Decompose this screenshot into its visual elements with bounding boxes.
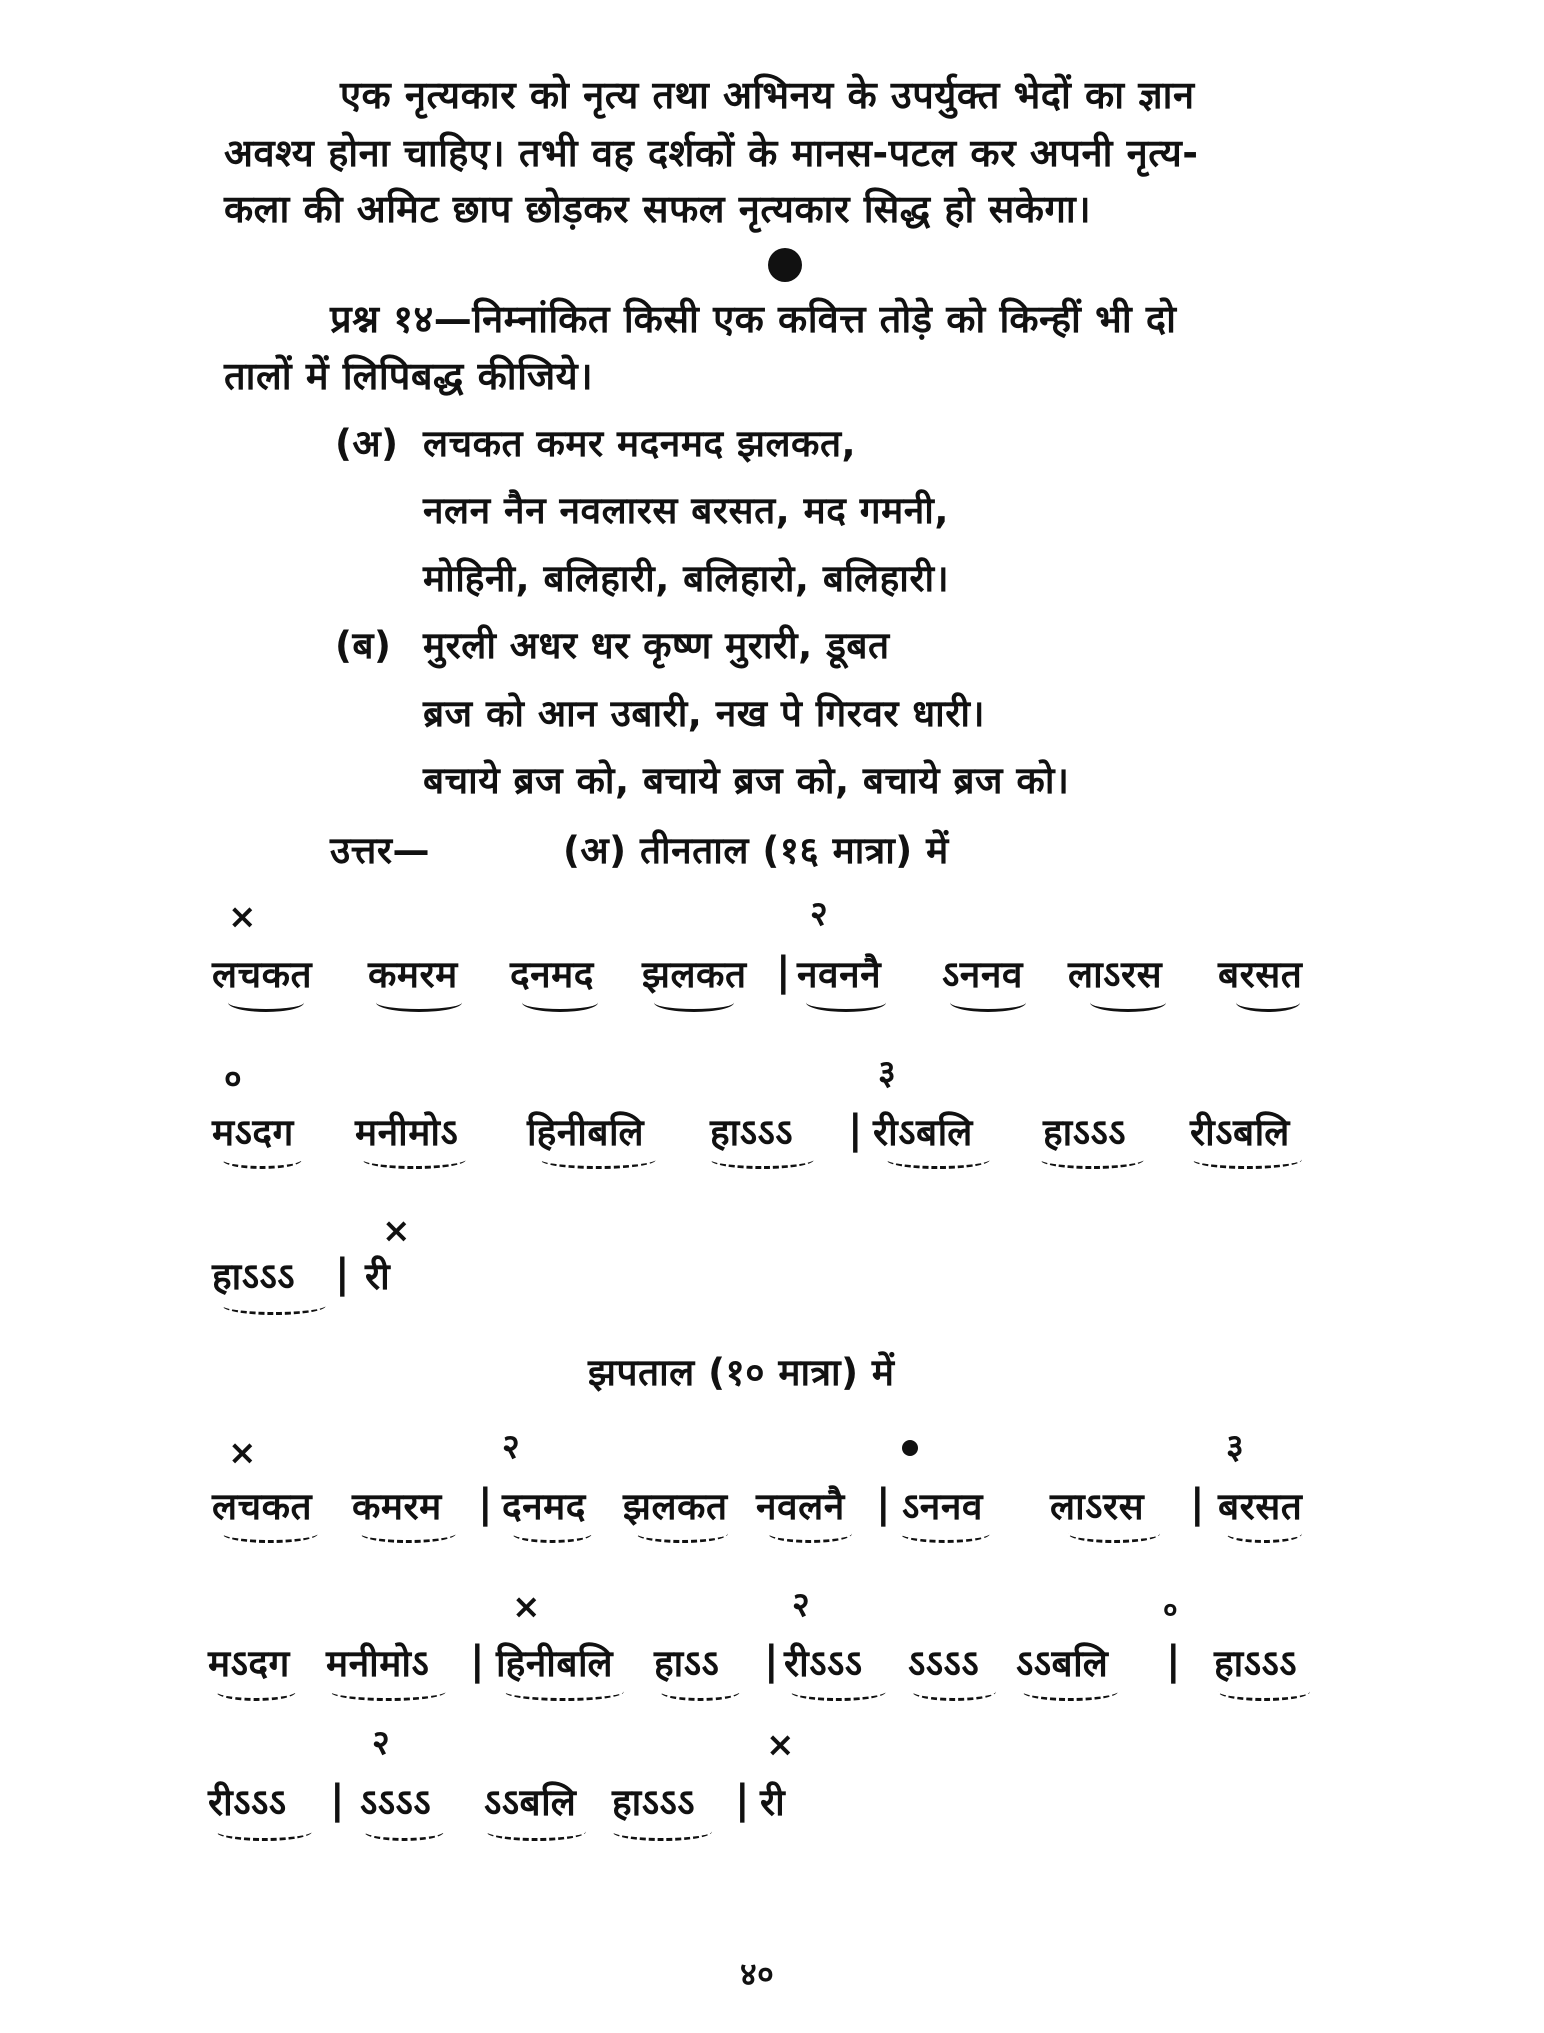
bol: मऽदग	[208, 1642, 290, 1685]
bol: हाऽऽऽ	[710, 1111, 794, 1154]
bol-underline	[636, 1524, 728, 1543]
khali-mark: ०	[1163, 1593, 1178, 1626]
bol-underline	[660, 1682, 740, 1701]
bol-underline	[950, 993, 1026, 1012]
kavitt-b-marker: (ब)	[335, 624, 392, 667]
bol-underline	[228, 993, 304, 1012]
bol-underline	[768, 1524, 852, 1543]
bol-underline	[330, 1682, 446, 1701]
bol: हिनीबलि	[527, 1111, 645, 1154]
bol-underline	[886, 1150, 990, 1169]
bol: रीऽबलि	[873, 1111, 973, 1154]
tali-mark-sam: ×	[512, 1587, 541, 1627]
tali-mark-sam: ×	[228, 897, 257, 937]
kavitt-b-line-1: मुरली अधर धर कृष्ण मुरारी, डूबत	[423, 624, 890, 667]
bol-underline	[222, 1524, 318, 1543]
bol-underline	[486, 1822, 586, 1841]
bol-underline	[806, 993, 886, 1012]
answer-label: उत्तर—	[330, 829, 430, 872]
tali-mark-sam: ×	[766, 1725, 795, 1765]
bol-underline	[1236, 993, 1300, 1012]
intro-line-2: अवश्य होना चाहिए। तभी वह दर्शकों के मानस-पटल कर अपनी नृत्य-	[224, 131, 1199, 175]
bol-underline	[522, 993, 598, 1012]
bol-underline	[790, 1682, 886, 1701]
bol: हाऽऽऽ	[1043, 1111, 1127, 1154]
intro-line-3: कला की अमिट छाप छोड़कर सफल नृत्यकार सिद्ध हो सकेगा।	[224, 187, 1092, 231]
bol: बरसत	[1218, 953, 1303, 996]
intro-line-1: एक नृत्यकार को नृत्य तथा अभिनय के उपर्युक्त भेदों का ज्ञान	[340, 73, 1195, 117]
tali-mark-sam: ×	[382, 1211, 411, 1251]
tali-mark-sam: ×	[228, 1433, 257, 1473]
section-separator-dot	[768, 248, 802, 282]
kavitt-b-line-3: बचाये ब्रज को, बचाये ब्रज को, बचाये ब्रज को।	[423, 759, 1070, 802]
bol: हिनीबलि	[496, 1642, 614, 1685]
vibhag-bar: |	[764, 1638, 779, 1684]
vibhag-bar: |	[735, 1777, 750, 1823]
bol-underline	[504, 1682, 624, 1701]
vibhag-bar: |	[470, 1638, 485, 1684]
kavitt-a-line-3: मोहिनी, बलिहारी, बलिहारो, बलिहारी।	[423, 557, 950, 600]
bol-underline	[222, 1296, 326, 1315]
teental-heading: (अ) तीनताल (१६ मात्रा) में	[563, 829, 949, 872]
tali-mark-3: ३	[878, 1053, 896, 1093]
bol: दनमद	[510, 953, 594, 996]
bol-underline	[710, 1150, 814, 1169]
bol: ऽऽऽऽ	[908, 1642, 980, 1685]
vibhag-bar: |	[478, 1481, 493, 1527]
bol: रीऽबलि	[1190, 1111, 1290, 1154]
bol-underline	[1192, 1150, 1302, 1169]
bol-underline	[1022, 1682, 1118, 1701]
kavitt-a-marker: (अ)	[335, 422, 399, 465]
bol: लाऽरस	[1050, 1485, 1145, 1528]
bol-underline	[376, 993, 462, 1012]
bol-underline	[360, 1524, 456, 1543]
bol: री	[760, 1781, 786, 1824]
bol: मनीमोऽ	[326, 1642, 430, 1685]
question-line-1: प्रश्न १४—निम्नांकित किसी एक कवित्त तोड़े को किन्हीं भी दो	[330, 297, 1177, 341]
bol-underline	[912, 1682, 996, 1701]
bol: ऽऽबलि	[1016, 1642, 1109, 1685]
khali-mark-dot	[902, 1440, 918, 1456]
vibhag-bar: |	[335, 1251, 350, 1297]
vibhag-bar: |	[1166, 1638, 1181, 1684]
bol: दनमद	[502, 1485, 586, 1528]
bol-underline	[222, 1150, 302, 1169]
bol: झलकत	[642, 953, 747, 996]
kavitt-a-line-2: नलन नैन नवलारस बरसत, मद गमनी,	[423, 489, 949, 532]
bol: ऽऽऽऽ	[360, 1781, 432, 1824]
bol: लचकत	[212, 953, 313, 996]
bol-underline	[1090, 993, 1166, 1012]
bol: लचकत	[212, 1485, 313, 1528]
tali-mark-2: २	[810, 894, 828, 934]
bol-underline	[1226, 1524, 1302, 1543]
bol: झलकत	[623, 1485, 728, 1528]
bol: ऽननव	[902, 1485, 983, 1528]
bol: कमरम	[352, 1485, 442, 1528]
bol: ऽननव	[942, 953, 1023, 996]
jhaptal-heading: झपताल (१० मात्रा) में	[588, 1351, 895, 1394]
bol: लाऽरस	[1068, 953, 1163, 996]
bol-underline	[540, 1150, 656, 1169]
khali-mark: ०	[224, 1059, 242, 1099]
bol: मऽदग	[212, 1111, 294, 1154]
bol-underline	[1068, 1524, 1160, 1543]
bol: रीऽऽऽ	[784, 1642, 863, 1685]
vibhag-bar: |	[330, 1777, 345, 1823]
vibhag-bar: |	[776, 949, 791, 995]
bol-underline	[362, 1150, 466, 1169]
bol: हाऽऽऽ	[612, 1781, 696, 1824]
bol: री	[365, 1255, 391, 1298]
tali-mark-2: २	[502, 1427, 520, 1467]
bol: नवननै	[797, 953, 882, 996]
bol: मनीमोऽ	[355, 1111, 459, 1154]
tali-mark-3: ३	[1226, 1427, 1244, 1467]
bol-underline	[512, 1524, 592, 1543]
bol: ऽऽबलि	[484, 1781, 577, 1824]
bol-underline	[612, 1822, 712, 1841]
bol: नवलनै	[756, 1485, 845, 1528]
vibhag-bar: |	[876, 1481, 891, 1527]
tali-mark-2: २	[372, 1723, 390, 1763]
bol: रीऽऽऽ	[208, 1781, 287, 1824]
bol: हाऽऽ	[654, 1642, 720, 1685]
vibhag-bar: |	[848, 1107, 863, 1153]
tali-mark-2: २	[792, 1585, 810, 1625]
vibhag-bar: |	[1190, 1481, 1205, 1527]
page-number: ४०	[740, 1955, 775, 1993]
bol: बरसत	[1218, 1485, 1303, 1528]
bol-underline	[364, 1822, 444, 1841]
bol-underline	[900, 1524, 990, 1543]
kavitt-b-line-2: ब्रज को आन उबारी, नख पे गिरवर धारी।	[423, 692, 986, 735]
bol-underline	[1040, 1150, 1144, 1169]
bol-underline	[1218, 1682, 1310, 1701]
bol: कमरम	[368, 953, 458, 996]
question-line-2: तालों में लिपिबद्ध कीजिये।	[224, 354, 594, 398]
bol: हाऽऽऽ	[1214, 1642, 1298, 1685]
kavitt-a-line-1: लचकत कमर मदनमद झलकत,	[423, 422, 857, 465]
bol: हाऽऽऽ	[212, 1255, 296, 1298]
bol-underline	[654, 993, 734, 1012]
bol-underline	[216, 1822, 312, 1841]
bol-underline	[216, 1682, 296, 1701]
